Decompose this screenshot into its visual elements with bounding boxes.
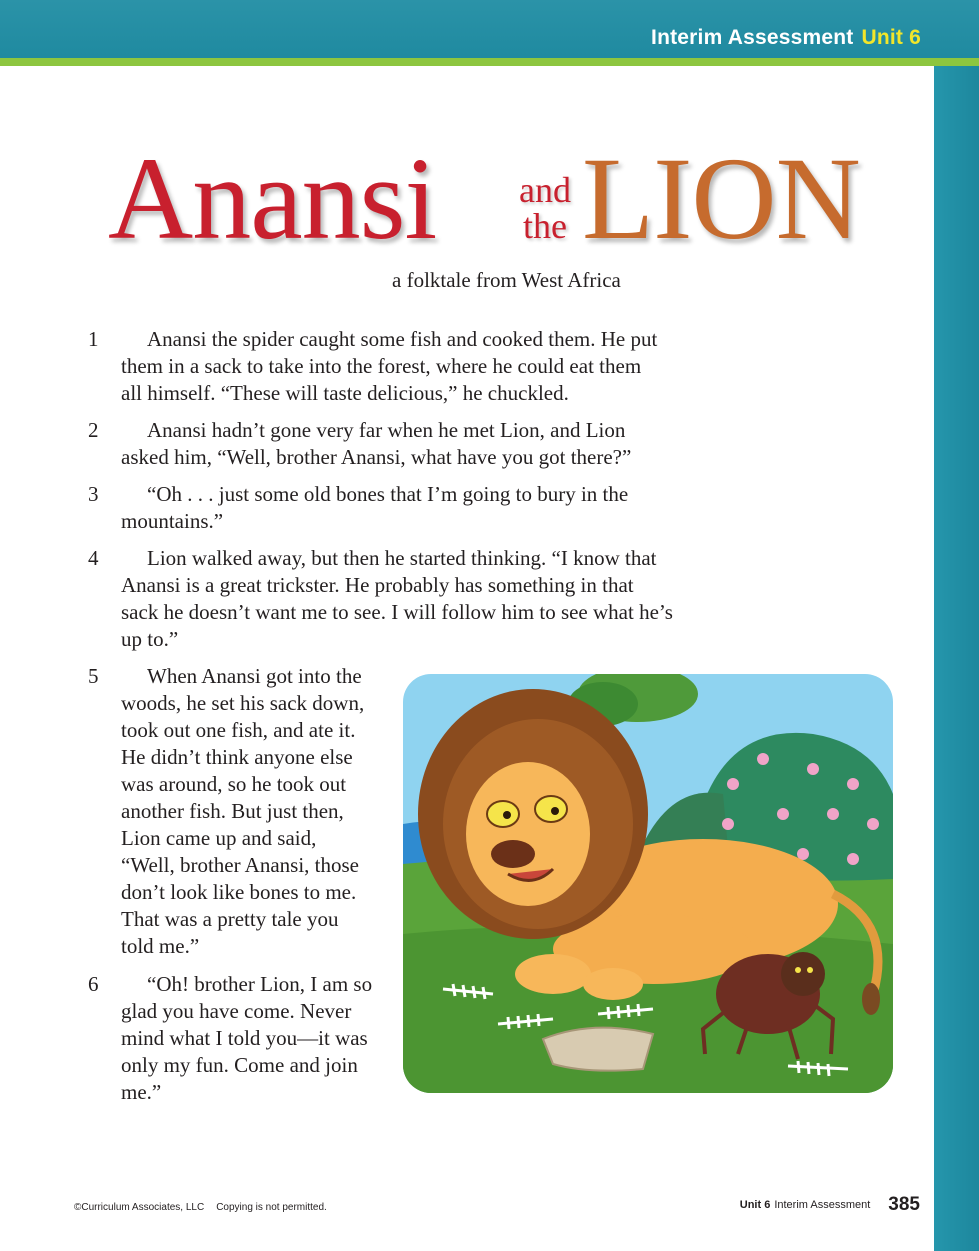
paragraph-line: don’t look like bones to me.	[121, 880, 357, 904]
paragraph-line: told me.”	[121, 934, 200, 958]
header-label: Interim Assessment	[651, 26, 854, 49]
paragraph-line	[121, 326, 657, 353]
line-text: Lion walked away, but then he started thinking. “I know that	[147, 546, 657, 570]
header-title	[651, 26, 921, 50]
copy-notice: Copying is not permitted.	[216, 1202, 327, 1213]
paragraph-line	[121, 545, 673, 572]
copyright-text: ©Curriculum Associates, LLC	[74, 1202, 205, 1213]
paragraph-line: only my fun. Come and join	[121, 1053, 358, 1077]
story-title	[108, 133, 898, 270]
story-illustration	[403, 674, 893, 1093]
title-anansi: Anansi	[108, 133, 437, 264]
paragraph-line: me.”	[121, 1080, 162, 1104]
paragraph-line: He didn’t think anyone else	[121, 745, 353, 769]
paragraph-2	[88, 417, 632, 471]
paragraph-line: That was a pretty tale you	[121, 907, 339, 931]
paragraph-5	[88, 663, 365, 960]
footer-unit: Unit 6	[739, 1199, 771, 1211]
paragraph-number: 3	[88, 482, 99, 506]
paragraph-number: 4	[88, 546, 99, 570]
paragraph-line: asked him, “Well, brother Anansi, what have you got there?”	[121, 445, 632, 469]
paragraph-line: woods, he set his sack down,	[121, 691, 365, 715]
paragraph-line: was around, so he took out	[121, 772, 347, 796]
side-bar	[934, 66, 979, 1251]
page-number: 385	[888, 1194, 920, 1215]
line-text: “Oh . . . just some old bones that I’m going to bury in the	[147, 482, 629, 506]
header-unit: Unit 6	[861, 26, 921, 49]
paragraph-line	[121, 417, 631, 444]
paragraph-number: 2	[88, 418, 99, 442]
paragraph-line	[121, 481, 628, 508]
line-text: Anansi the spider caught some fish and cooked them. He put	[147, 327, 658, 351]
title-and-the	[510, 172, 580, 244]
line-text: Anansi hadn’t gone very far when he met Lion, and Lion	[147, 418, 626, 442]
paragraph-number: 5	[88, 664, 99, 688]
title-the: the	[523, 206, 567, 246]
paragraph-line: all himself. “These will taste delicious,” he chuckled.	[121, 381, 569, 405]
paragraph-3	[88, 481, 629, 535]
footer-copyright	[74, 1202, 327, 1213]
paragraph-line: another fish. But just then,	[121, 799, 344, 823]
paragraph-line	[121, 971, 372, 998]
paragraph-line: up to.”	[121, 627, 179, 651]
title-lion: LION	[582, 133, 860, 264]
paragraph-line	[121, 663, 364, 690]
paragraph-line: them in a sack to take into the forest, where he could eat them	[121, 354, 642, 378]
paragraph-line: mind what I told you—it was	[121, 1026, 368, 1050]
paragraph-line: glad you have come. Never	[121, 999, 352, 1023]
paragraph-6	[88, 971, 373, 1106]
line-text: When Anansi got into the	[147, 664, 362, 688]
paragraph-line: sack he doesn’t want me to see. I will follow him to see what he’s	[121, 600, 673, 624]
header-stripe	[0, 58, 979, 66]
footer-page-info	[740, 1194, 920, 1216]
paragraph-line: Anansi is a great trickster. He probably has something in that	[121, 573, 634, 597]
paragraph-1	[88, 326, 658, 407]
title-and: and	[519, 170, 571, 210]
footer-assessment: Interim Assessment	[774, 1199, 871, 1211]
paragraph-number: 6	[88, 972, 99, 996]
line-text: “Oh! brother Lion, I am so	[147, 972, 373, 996]
paragraph-line: mountains.”	[121, 509, 224, 533]
story-subtitle: a folktale from West Africa	[392, 268, 621, 292]
paragraph-line: “Well, brother Anansi, those	[121, 853, 360, 877]
paragraph-number: 1	[88, 327, 99, 351]
paragraph-4	[88, 545, 673, 653]
paragraph-line: took out one fish, and ate it.	[121, 718, 356, 742]
paragraph-line: Lion came up and said,	[121, 826, 317, 850]
